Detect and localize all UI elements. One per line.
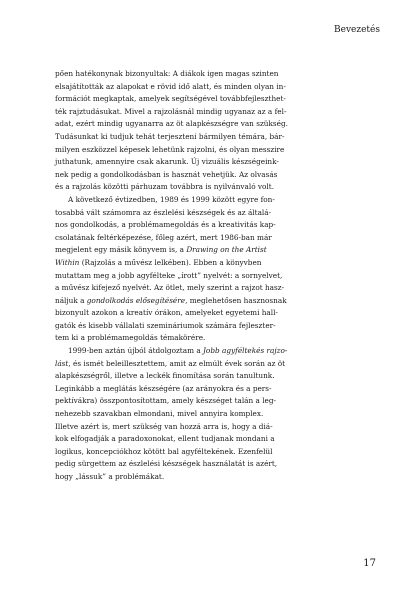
text-run: csolatának feltérképezése, főleg azért, mert 1986-ban már bbox=[55, 232, 272, 242]
text-run: kok elfogadják a paradoxonokat, ellent tudjanak mondani a bbox=[55, 434, 275, 444]
text-run: logikus, koncepciókhoz kötött bal agyféltekének. Ezenfelül bbox=[55, 446, 273, 456]
text-line bbox=[55, 446, 355, 459]
text-line bbox=[55, 81, 355, 94]
text-run: tem ki a problémamegoldás témakörére. bbox=[55, 333, 206, 343]
italic-text: lást bbox=[55, 358, 69, 368]
text-run: Tudásunkat ki tudjuk tehát terjeszteni bármilyen témára, bár- bbox=[55, 131, 285, 141]
paragraph bbox=[55, 345, 355, 484]
text-run: tosabbá vált számomra az észlelési készségek és az általá- bbox=[55, 207, 272, 217]
italic-text: gondolkodás elősegítésére bbox=[86, 295, 186, 305]
text-run: nos gondolkodás, a problémamegoldás és a kreativitás kap- bbox=[55, 220, 276, 230]
text-run: mutattam meg a jobb agyfélteke „írott” nyelvét: a sornyelvet, bbox=[55, 270, 283, 280]
text-line bbox=[55, 207, 355, 220]
text-line bbox=[55, 370, 355, 383]
text-run: elsajátították az alapokat e rövid idő alatt, és minden olyan in- bbox=[55, 81, 286, 91]
text-run: Leginkább a meglátás készségére (az arányokra és a pers- bbox=[55, 383, 272, 393]
text-line bbox=[55, 194, 355, 207]
page-number: 17 bbox=[363, 558, 376, 569]
text-line bbox=[55, 458, 355, 471]
text-run: náljuk a bbox=[55, 295, 87, 305]
text-line bbox=[55, 169, 355, 182]
text-line bbox=[55, 144, 355, 157]
text-run: gatók és kisebb vállalati szemináriumok számára fejleszter- bbox=[55, 320, 276, 330]
text-run: a művész kifejező nyelvét. Az ötlet, mely szerint a rajzot hasz- bbox=[55, 283, 285, 293]
paragraph bbox=[55, 68, 355, 194]
text-line bbox=[55, 395, 355, 408]
text-line bbox=[55, 433, 355, 446]
text-line bbox=[55, 118, 355, 131]
text-run: adat, ezért mindig ugyanarra az öt alapkészségre van szükség. bbox=[55, 119, 288, 129]
text-run: , és ismét beleillesztettem, amit az elmúlt évek során az öt bbox=[68, 358, 286, 368]
text-line bbox=[55, 295, 355, 308]
text-run: ték rajztudásukat. Mivel a rajzolásnál mindig ugyanaz az a fel- bbox=[55, 106, 287, 116]
text-line bbox=[55, 408, 355, 421]
text-run: bizonyult azokon a kreatív órákon, amelyeket egyetemi hall- bbox=[55, 308, 278, 318]
text-run: Illetve azért is, mert szükség van hozzá arra is, hogy a diá- bbox=[55, 421, 273, 431]
text-line bbox=[55, 383, 355, 396]
text-line bbox=[55, 257, 355, 270]
text-run: (Rajzolás a művész lelkében). Ebben a könyvben bbox=[79, 257, 262, 267]
text-line bbox=[55, 282, 355, 295]
italic-text: Jobb agyféltekés rajzo- bbox=[203, 346, 288, 356]
text-line bbox=[55, 106, 355, 119]
text-line bbox=[55, 68, 355, 81]
text-line bbox=[55, 332, 355, 345]
text-line bbox=[55, 471, 355, 484]
text-line bbox=[55, 181, 355, 194]
italic-text: Drawing on the Artist bbox=[186, 245, 267, 255]
text-run: nehezebb szavakban elmondani, mivel annyira komplex. bbox=[55, 409, 264, 419]
text-run: milyen eszközzel képesek lehetünk rajzolni, és olyan messzire bbox=[55, 144, 285, 154]
text-line bbox=[55, 307, 355, 320]
text-run: pedig sürgettem az észlelési készségek használatát is azért, bbox=[55, 459, 278, 469]
text-run: nek pedig a gondolkodásban is hasznát vehetjük. Az olvasás bbox=[55, 169, 278, 179]
text-run: hogy „lássuk” a problémákat. bbox=[55, 472, 165, 481]
text-run: 1999-ben aztán újból átdolgoztam a bbox=[68, 346, 203, 356]
text-run: juthatunk, amennyire csak akarunk. Új vizuális készségeink- bbox=[55, 157, 279, 167]
text-run: megjelent egy másik könyvem is, a bbox=[55, 245, 187, 255]
body-text bbox=[55, 68, 355, 484]
text-run: alapkészségről, illetve a leckék finomítása során tanultunk. bbox=[55, 371, 275, 381]
italic-text: Within bbox=[55, 257, 80, 267]
text-line bbox=[55, 358, 355, 371]
text-line bbox=[55, 270, 355, 283]
text-line bbox=[55, 219, 355, 232]
text-line bbox=[55, 244, 355, 257]
text-run: formációt megkaptak, amelyek segítségével továbbfejleszthet- bbox=[55, 94, 286, 104]
text-line bbox=[55, 156, 355, 169]
text-run: A következő évtizedben, 1989 és 1999 között egyre fon- bbox=[68, 194, 275, 204]
text-line bbox=[55, 131, 355, 144]
text-line bbox=[55, 320, 355, 333]
text-line bbox=[55, 345, 355, 358]
text-run: , meglehetősen hasznosnak bbox=[185, 295, 287, 305]
running-head: Bevezetés bbox=[334, 25, 380, 35]
text-line bbox=[55, 93, 355, 106]
text-line bbox=[55, 232, 355, 245]
paragraph bbox=[55, 194, 355, 345]
text-line bbox=[55, 421, 355, 434]
text-run: és a rajzolás közötti párhuzam továbbra is nyilvánvaló volt. bbox=[55, 182, 275, 192]
text-run: pektívákra) összpontosítottam, amely készséget talán a leg- bbox=[55, 396, 277, 406]
text-run: pően hatékonynak bizonyultak: A diákok igen magas szinten bbox=[55, 69, 279, 78]
